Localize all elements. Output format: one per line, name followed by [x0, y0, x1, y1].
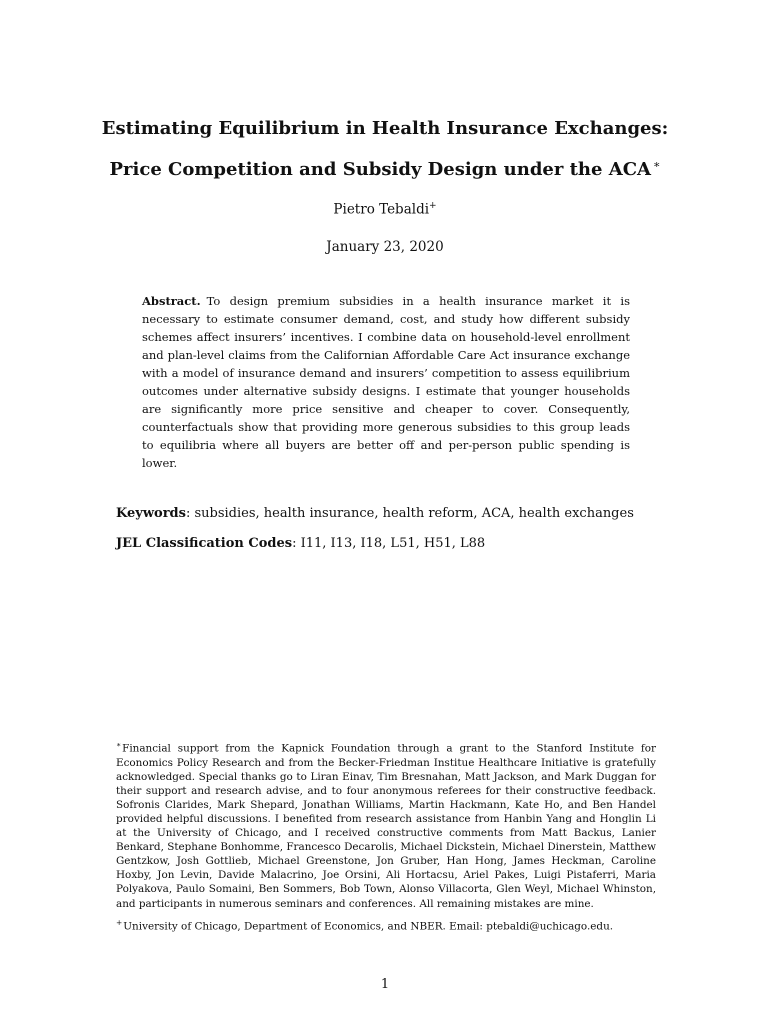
keywords-text: : subsidies, health insurance, health reform, ACA, health exchanges: [185, 506, 634, 521]
footnote-affiliation: [116, 916, 656, 934]
keywords-line: [116, 505, 676, 523]
publication-date: January 23, 2020: [326, 239, 444, 255]
footnote-mark: +: [116, 917, 123, 927]
jel-text: : I11, I13, I18, L51, H51, L88: [292, 536, 486, 551]
jel-codes-line: [116, 535, 676, 553]
abstract-label: Abstract.: [142, 294, 201, 308]
author-line: [0, 201, 770, 218]
abstract-text: To design premium subsidies in a health insurance market it is necessary to estimate consumer demand, cost, and study how different subsidy schemes affect insurers’ incentives. I combine data on household-level enrollment and plan-level claims from the Californian Affordable Care Act insurance exchange with a model of insurance demand and insurers’ competition to assess equilibrium outcomes under alternative subsidy designs. I estimate that younger households are significantly more price sensitive and cheaper to cover. Consequently, counterfactuals show that providing more generous subsidies to this group leads to equilibria where all buyers are better off and per-person public spending is lower.: [142, 294, 630, 470]
abstract-block: [142, 292, 630, 472]
footnote-text: Financial support from the Kapnick Foundation through a grant to the Stanford Institute for Economics Policy Research and from the Becker-Friedman Institue Healthcare Initiative is gratefully acknowledged. Special thanks go to Liran Einav, Tim Bresnahan, Matt Jackson, and Mark Duggan for their support and research advise, and to four anonymous referees for their constructive feedback. Sofronis Clarides, Mark Shepard, Jonathan Williams, Martin Hackmann, Kate Ho, and Ben Handel provided helpful discussions. I benefited from research assistance from Hanbin Yang and Honglin Li at the University of Chicago, and I received constructive comments from Matt Backus, Lanier Benkard, Stephane Bonhomme, Francesco Decarolis, Michael Dickstein, Michael Dinerstein, Matthew Gentzkow, Josh Gottlieb, Michael Greenstone, Jon Gruber, Han Hong, James Heckman, Caroline Hoxby, Jon Levin, Davide Malacrino, Joe Orsini, Ali Hortacsu, Ariel Pakes, Luigi Pistaferri, Maria Polyakova, Paulo Somaini, Ben Sommers, Bob Town, Alonso Villacorta, Glen Weyl, Michael Whinston, and participants in numerous seminars and conferences. All remaining mistakes are mine.: [116, 742, 656, 910]
page-number: 1: [380, 977, 390, 992]
footnote-text: University of Chicago, Department of Economics, and NBER. Email: ptebaldi@uchicago.edu.: [123, 920, 614, 933]
footnotes-block: [116, 738, 656, 938]
footnote-mark: ∗: [116, 740, 122, 749]
title-text-line-1: Estimating Equilibrium in Health Insurance Exchanges:: [101, 118, 669, 139]
paper-title-line-2: [0, 154, 770, 181]
author-name: Pietro Tebaldi: [333, 201, 430, 218]
author-footnote-mark: +: [429, 201, 437, 211]
paper-title-line-1: [0, 118, 770, 140]
footnote-acknowledgements: [116, 738, 656, 911]
title-footnote-mark: ∗: [653, 158, 661, 171]
jel-label: JEL Classification Codes: [116, 536, 293, 551]
keywords-label: Keywords: [116, 506, 186, 521]
title-text-line-2: Price Competition and Subsidy Design under the ACA: [109, 159, 651, 180]
